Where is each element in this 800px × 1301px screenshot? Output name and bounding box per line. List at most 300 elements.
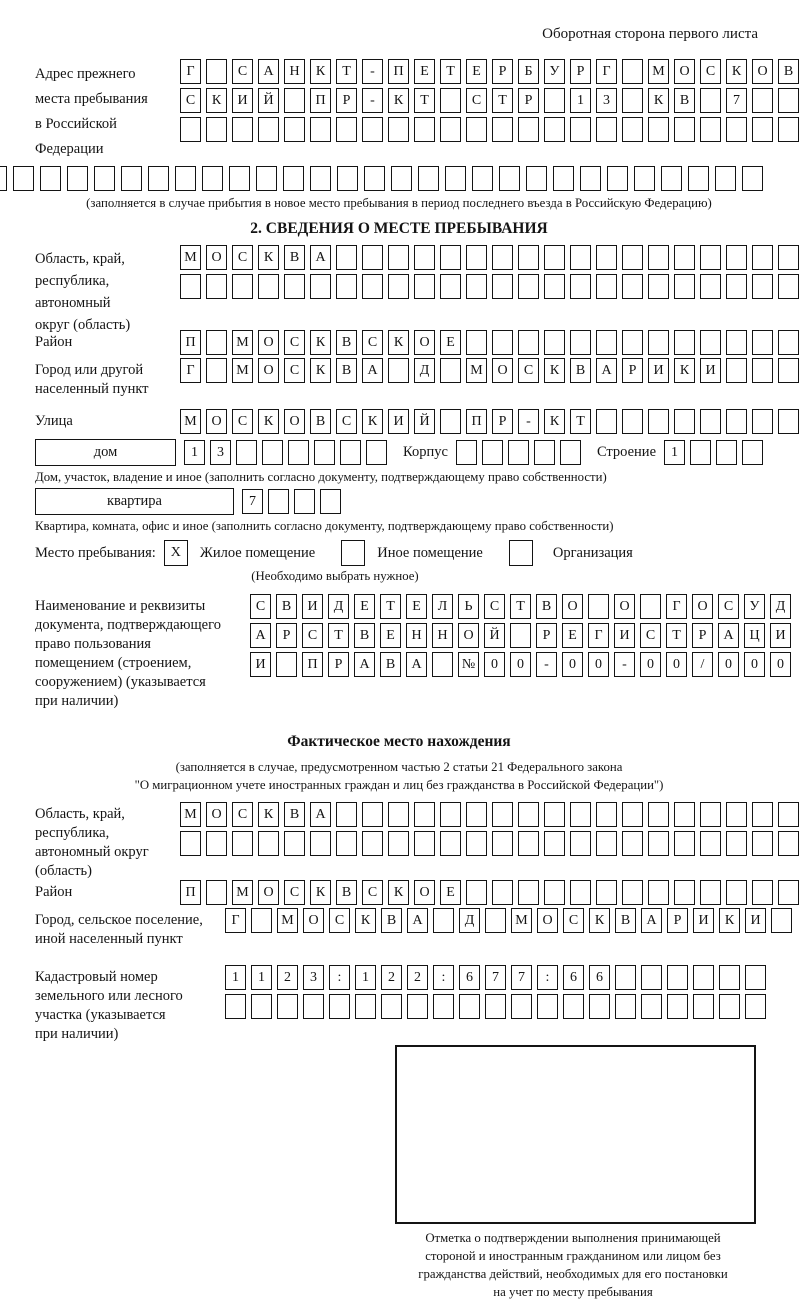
char-cell[interactable] [742, 166, 763, 191]
char-cell[interactable]: 2 [277, 965, 298, 990]
char-cell[interactable] [700, 330, 721, 355]
char-cell[interactable] [778, 831, 799, 856]
char-cell[interactable] [440, 274, 461, 299]
char-cell[interactable]: А [596, 358, 617, 383]
char-cell[interactable]: М [232, 330, 253, 355]
char-cell[interactable]: П [180, 880, 201, 905]
char-cell[interactable]: А [310, 245, 331, 270]
char-cell[interactable] [508, 440, 529, 465]
char-cell[interactable]: 6 [563, 965, 584, 990]
char-cell[interactable] [596, 880, 617, 905]
char-cell[interactable] [622, 88, 643, 113]
char-cell[interactable] [544, 274, 565, 299]
char-cell[interactable]: К [310, 330, 331, 355]
char-cell[interactable]: О [414, 330, 435, 355]
char-cell[interactable]: О [692, 594, 713, 619]
char-cell[interactable]: Р [328, 652, 349, 677]
char-cell[interactable]: О [258, 880, 279, 905]
char-cell[interactable] [674, 245, 695, 270]
char-cell[interactable]: № [458, 652, 479, 677]
char-cell[interactable]: 0 [770, 652, 791, 677]
char-cell[interactable] [440, 117, 461, 142]
char-cell[interactable] [726, 880, 747, 905]
char-cell[interactable]: К [388, 880, 409, 905]
char-cell[interactable] [510, 623, 531, 648]
char-cell[interactable]: В [336, 330, 357, 355]
char-cell[interactable]: О [414, 880, 435, 905]
char-cell[interactable] [589, 994, 610, 1019]
char-cell[interactable]: Р [336, 88, 357, 113]
char-cell[interactable]: / [692, 652, 713, 677]
char-cell[interactable]: Т [510, 594, 531, 619]
char-cell[interactable]: Г [596, 59, 617, 84]
char-cell[interactable] [492, 880, 513, 905]
char-cell[interactable] [336, 802, 357, 827]
char-cell[interactable] [570, 274, 591, 299]
char-cell[interactable] [560, 440, 581, 465]
char-cell[interactable] [362, 831, 383, 856]
char-cell[interactable]: А [362, 358, 383, 383]
char-cell[interactable] [674, 409, 695, 434]
char-cell[interactable] [526, 166, 547, 191]
char-cell[interactable] [466, 245, 487, 270]
char-cell[interactable]: 0 [588, 652, 609, 677]
char-cell[interactable] [640, 594, 661, 619]
char-cell[interactable]: К [388, 330, 409, 355]
char-cell[interactable] [690, 440, 711, 465]
char-cell[interactable]: М [277, 908, 298, 933]
char-cell[interactable] [778, 802, 799, 827]
char-cell[interactable]: - [536, 652, 557, 677]
char-cell[interactable] [492, 117, 513, 142]
char-cell[interactable] [615, 965, 636, 990]
char-cell[interactable]: 6 [589, 965, 610, 990]
char-cell[interactable] [492, 245, 513, 270]
char-cell[interactable]: 7 [242, 489, 263, 514]
char-cell[interactable]: О [458, 623, 479, 648]
char-cell[interactable]: С [484, 594, 505, 619]
char-cell[interactable] [418, 166, 439, 191]
char-cell[interactable]: 1 [570, 88, 591, 113]
char-cell[interactable] [492, 802, 513, 827]
char-cell[interactable] [622, 880, 643, 905]
char-cell[interactable]: 7 [485, 965, 506, 990]
char-cell[interactable] [726, 245, 747, 270]
char-cell[interactable]: 1 [355, 965, 376, 990]
char-cell[interactable] [256, 166, 277, 191]
char-cell[interactable] [742, 440, 763, 465]
char-cell[interactable]: Г [588, 623, 609, 648]
char-cell[interactable]: О [206, 409, 227, 434]
char-cell[interactable]: П [302, 652, 323, 677]
char-cell[interactable] [719, 994, 740, 1019]
char-cell[interactable]: 0 [484, 652, 505, 677]
char-cell[interactable]: Т [440, 59, 461, 84]
char-cell[interactable] [688, 166, 709, 191]
char-cell[interactable]: 2 [381, 965, 402, 990]
char-cell[interactable]: Г [180, 59, 201, 84]
char-cell[interactable]: 0 [510, 652, 531, 677]
char-cell[interactable] [570, 802, 591, 827]
char-cell[interactable] [518, 802, 539, 827]
char-cell[interactable] [648, 245, 669, 270]
char-cell[interactable] [388, 245, 409, 270]
char-cell[interactable] [340, 440, 361, 465]
char-cell[interactable] [752, 88, 773, 113]
char-cell[interactable]: О [303, 908, 324, 933]
char-cell[interactable] [752, 831, 773, 856]
char-cell[interactable]: С [466, 88, 487, 113]
char-cell[interactable] [700, 274, 721, 299]
char-cell[interactable] [232, 117, 253, 142]
char-cell[interactable] [778, 117, 799, 142]
char-cell[interactable] [310, 274, 331, 299]
char-cell[interactable]: В [276, 594, 297, 619]
char-cell[interactable]: 0 [718, 652, 739, 677]
char-cell[interactable] [700, 409, 721, 434]
char-cell[interactable] [310, 831, 331, 856]
char-cell[interactable] [277, 994, 298, 1019]
char-cell[interactable] [544, 245, 565, 270]
char-cell[interactable]: П [466, 409, 487, 434]
char-cell[interactable] [752, 802, 773, 827]
char-cell[interactable]: 6 [459, 965, 480, 990]
char-cell[interactable] [648, 274, 669, 299]
char-cell[interactable]: 1 [225, 965, 246, 990]
char-cell[interactable] [596, 802, 617, 827]
char-cell[interactable]: И [770, 623, 791, 648]
char-cell[interactable]: К [544, 409, 565, 434]
char-cell[interactable]: Ц [744, 623, 765, 648]
char-cell[interactable] [180, 117, 201, 142]
char-cell[interactable] [674, 117, 695, 142]
char-cell[interactable] [752, 274, 773, 299]
char-cell[interactable]: Р [518, 88, 539, 113]
char-cell[interactable] [364, 166, 385, 191]
char-cell[interactable] [778, 409, 799, 434]
char-cell[interactable] [544, 831, 565, 856]
char-cell[interactable] [726, 330, 747, 355]
char-cell[interactable]: К [726, 59, 747, 84]
char-cell[interactable]: П [310, 88, 331, 113]
char-cell[interactable]: К [258, 245, 279, 270]
char-cell[interactable]: Е [354, 594, 375, 619]
char-cell[interactable]: Р [667, 908, 688, 933]
char-cell[interactable] [362, 117, 383, 142]
char-cell[interactable] [337, 166, 358, 191]
char-cell[interactable]: С [284, 880, 305, 905]
char-cell[interactable]: И [302, 594, 323, 619]
char-cell[interactable]: : [433, 965, 454, 990]
char-cell[interactable] [482, 440, 503, 465]
char-cell[interactable] [570, 880, 591, 905]
char-cell[interactable] [175, 166, 196, 191]
char-cell[interactable]: В [615, 908, 636, 933]
char-cell[interactable]: А [354, 652, 375, 677]
char-cell[interactable] [232, 831, 253, 856]
char-cell[interactable]: А [258, 59, 279, 84]
char-cell[interactable] [414, 117, 435, 142]
char-cell[interactable]: Д [770, 594, 791, 619]
char-cell[interactable] [225, 994, 246, 1019]
char-cell[interactable]: 3 [596, 88, 617, 113]
char-cell[interactable]: С [362, 880, 383, 905]
char-cell[interactable]: Г [225, 908, 246, 933]
char-cell[interactable] [700, 245, 721, 270]
char-cell[interactable]: Р [570, 59, 591, 84]
char-cell[interactable] [466, 831, 487, 856]
char-cell[interactable]: С [180, 88, 201, 113]
char-cell[interactable] [440, 245, 461, 270]
char-cell[interactable] [94, 166, 115, 191]
char-cell[interactable] [388, 274, 409, 299]
char-cell[interactable]: О [206, 802, 227, 827]
char-cell[interactable]: О [674, 59, 695, 84]
char-cell[interactable] [440, 358, 461, 383]
char-cell[interactable] [492, 831, 513, 856]
char-cell[interactable]: В [778, 59, 799, 84]
char-cell[interactable] [648, 802, 669, 827]
char-cell[interactable]: О [614, 594, 635, 619]
char-cell[interactable] [67, 166, 88, 191]
char-cell[interactable] [745, 994, 766, 1019]
char-cell[interactable]: В [380, 652, 401, 677]
stay-checkbox-org[interactable] [509, 540, 533, 566]
char-cell[interactable] [13, 166, 34, 191]
char-cell[interactable] [700, 831, 721, 856]
char-cell[interactable]: О [752, 59, 773, 84]
char-cell[interactable]: В [354, 623, 375, 648]
char-cell[interactable] [251, 908, 272, 933]
char-cell[interactable]: А [641, 908, 662, 933]
char-cell[interactable] [648, 117, 669, 142]
char-cell[interactable] [362, 245, 383, 270]
char-cell[interactable] [778, 358, 799, 383]
char-cell[interactable] [258, 117, 279, 142]
char-cell[interactable] [778, 274, 799, 299]
char-cell[interactable] [518, 274, 539, 299]
char-cell[interactable]: И [614, 623, 635, 648]
char-cell[interactable] [440, 88, 461, 113]
char-cell[interactable] [180, 831, 201, 856]
char-cell[interactable] [310, 117, 331, 142]
char-cell[interactable] [202, 166, 223, 191]
char-cell[interactable]: К [719, 908, 740, 933]
char-cell[interactable]: К [648, 88, 669, 113]
char-cell[interactable] [329, 994, 350, 1019]
char-cell[interactable] [407, 994, 428, 1019]
char-cell[interactable] [726, 831, 747, 856]
char-cell[interactable]: В [674, 88, 695, 113]
char-cell[interactable]: С [640, 623, 661, 648]
char-cell[interactable]: К [310, 880, 331, 905]
char-cell[interactable]: И [700, 358, 721, 383]
char-cell[interactable] [752, 409, 773, 434]
char-cell[interactable] [229, 166, 250, 191]
char-cell[interactable]: К [258, 409, 279, 434]
char-cell[interactable] [661, 166, 682, 191]
char-cell[interactable] [596, 274, 617, 299]
char-cell[interactable] [715, 166, 736, 191]
char-cell[interactable]: Т [336, 59, 357, 84]
char-cell[interactable] [752, 245, 773, 270]
char-cell[interactable] [596, 245, 617, 270]
char-cell[interactable] [336, 117, 357, 142]
char-cell[interactable] [284, 117, 305, 142]
char-cell[interactable] [537, 994, 558, 1019]
char-cell[interactable]: В [310, 409, 331, 434]
char-cell[interactable] [693, 994, 714, 1019]
char-cell[interactable] [778, 880, 799, 905]
char-cell[interactable]: Т [380, 594, 401, 619]
char-cell[interactable]: Л [432, 594, 453, 619]
char-cell[interactable] [641, 994, 662, 1019]
char-cell[interactable]: К [589, 908, 610, 933]
char-cell[interactable]: Й [414, 409, 435, 434]
char-cell[interactable]: М [232, 358, 253, 383]
char-cell[interactable] [511, 994, 532, 1019]
char-cell[interactable] [492, 274, 513, 299]
char-cell[interactable] [288, 440, 309, 465]
char-cell[interactable] [622, 117, 643, 142]
char-cell[interactable] [622, 330, 643, 355]
char-cell[interactable] [726, 274, 747, 299]
char-cell[interactable]: Р [492, 409, 513, 434]
char-cell[interactable]: Д [328, 594, 349, 619]
char-cell[interactable] [466, 274, 487, 299]
char-cell[interactable] [641, 965, 662, 990]
char-cell[interactable] [622, 59, 643, 84]
char-cell[interactable]: Р [536, 623, 557, 648]
char-cell[interactable]: Т [328, 623, 349, 648]
char-cell[interactable]: Д [459, 908, 480, 933]
char-cell[interactable]: В [284, 802, 305, 827]
char-cell[interactable]: В [336, 880, 357, 905]
char-cell[interactable]: Т [666, 623, 687, 648]
char-cell[interactable]: С [329, 908, 350, 933]
char-cell[interactable] [622, 802, 643, 827]
char-cell[interactable]: С [518, 358, 539, 383]
char-cell[interactable] [752, 330, 773, 355]
char-cell[interactable]: С [232, 802, 253, 827]
char-cell[interactable]: Е [414, 59, 435, 84]
char-cell[interactable]: 1 [251, 965, 272, 990]
char-cell[interactable]: И [250, 652, 271, 677]
char-cell[interactable]: Ь [458, 594, 479, 619]
char-cell[interactable] [570, 117, 591, 142]
char-cell[interactable] [236, 440, 257, 465]
char-cell[interactable]: И [745, 908, 766, 933]
char-cell[interactable]: У [744, 594, 765, 619]
char-cell[interactable] [553, 166, 574, 191]
char-cell[interactable] [433, 994, 454, 1019]
char-cell[interactable]: 0 [640, 652, 661, 677]
char-cell[interactable] [391, 166, 412, 191]
char-cell[interactable]: - [614, 652, 635, 677]
char-cell[interactable] [466, 330, 487, 355]
char-cell[interactable]: П [388, 59, 409, 84]
char-cell[interactable]: Н [432, 623, 453, 648]
char-cell[interactable]: Й [258, 88, 279, 113]
char-cell[interactable] [336, 831, 357, 856]
char-cell[interactable] [366, 440, 387, 465]
char-cell[interactable]: П [180, 330, 201, 355]
char-cell[interactable] [276, 652, 297, 677]
char-cell[interactable] [778, 330, 799, 355]
char-cell[interactable] [206, 117, 227, 142]
char-cell[interactable] [414, 831, 435, 856]
char-cell[interactable] [674, 880, 695, 905]
char-cell[interactable]: М [180, 802, 201, 827]
char-cell[interactable] [284, 831, 305, 856]
char-cell[interactable] [472, 166, 493, 191]
stay-checkbox-zhiloe[interactable]: X [164, 540, 188, 566]
char-cell[interactable]: К [388, 88, 409, 113]
char-cell[interactable]: С [700, 59, 721, 84]
char-cell[interactable]: К [310, 59, 331, 84]
char-cell[interactable] [648, 880, 669, 905]
char-cell[interactable] [314, 440, 335, 465]
char-cell[interactable]: Г [666, 594, 687, 619]
char-cell[interactable] [518, 831, 539, 856]
char-cell[interactable] [667, 994, 688, 1019]
char-cell[interactable]: 3 [303, 965, 324, 990]
stay-checkbox-inoe[interactable] [341, 540, 365, 566]
char-cell[interactable] [570, 831, 591, 856]
char-cell[interactable]: В [284, 245, 305, 270]
char-cell[interactable] [206, 59, 227, 84]
char-cell[interactable]: Е [440, 880, 461, 905]
char-cell[interactable] [544, 880, 565, 905]
char-cell[interactable] [440, 831, 461, 856]
char-cell[interactable] [700, 117, 721, 142]
char-cell[interactable] [580, 166, 601, 191]
char-cell[interactable] [466, 117, 487, 142]
char-cell[interactable] [518, 245, 539, 270]
char-cell[interactable] [492, 330, 513, 355]
char-cell[interactable] [499, 166, 520, 191]
char-cell[interactable] [518, 117, 539, 142]
char-cell[interactable]: М [180, 409, 201, 434]
char-cell[interactable] [544, 88, 565, 113]
char-cell[interactable]: Д [414, 358, 435, 383]
char-cell[interactable] [355, 994, 376, 1019]
char-cell[interactable]: Р [492, 59, 513, 84]
char-cell[interactable]: К [362, 409, 383, 434]
char-cell[interactable]: 1 [664, 440, 685, 465]
char-cell[interactable] [518, 880, 539, 905]
char-cell[interactable] [40, 166, 61, 191]
char-cell[interactable] [414, 274, 435, 299]
char-cell[interactable] [268, 489, 289, 514]
char-cell[interactable] [466, 880, 487, 905]
char-cell[interactable]: К [544, 358, 565, 383]
char-cell[interactable]: О [258, 330, 279, 355]
char-cell[interactable] [622, 245, 643, 270]
char-cell[interactable] [700, 880, 721, 905]
char-cell[interactable]: Р [276, 623, 297, 648]
char-cell[interactable]: С [232, 59, 253, 84]
char-cell[interactable] [544, 802, 565, 827]
char-cell[interactable] [456, 440, 477, 465]
char-cell[interactable] [634, 166, 655, 191]
char-cell[interactable] [336, 245, 357, 270]
char-cell[interactable] [362, 274, 383, 299]
char-cell[interactable] [674, 802, 695, 827]
char-cell[interactable] [693, 965, 714, 990]
char-cell[interactable] [180, 274, 201, 299]
char-cell[interactable]: М [232, 880, 253, 905]
